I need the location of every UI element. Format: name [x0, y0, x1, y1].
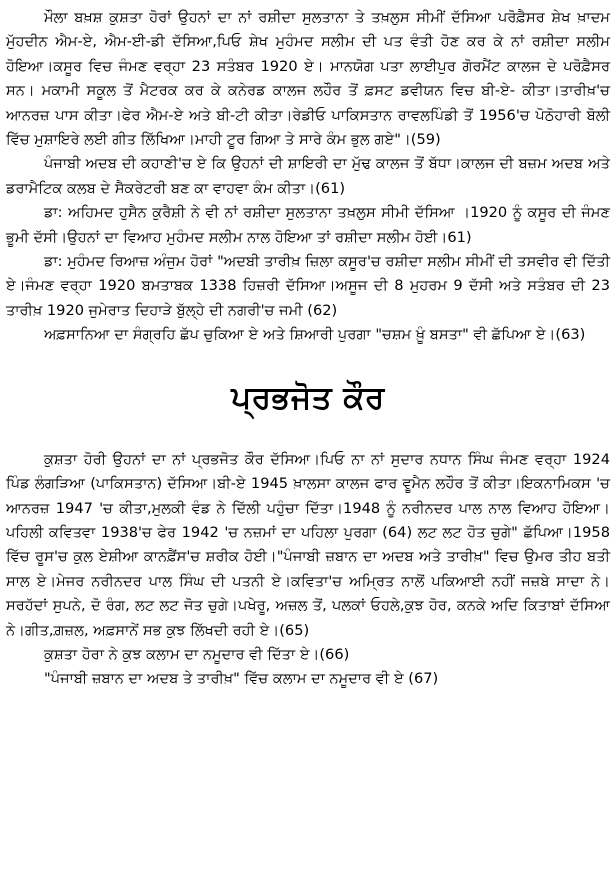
- paragraph: ਕੁਸ਼ਤਾ ਹੋਰੀ ਉਹਨਾਂ ਦਾ ਨਾਂ ਪ੍ਰਭਜੋਤ ਕੌਰ ਦੱਸਿਆ।ਪਿਓ ਨਾ ਨਾਂ ਸੁਦਾਰ ਨਧਾਨ ਸਿੰਘ ਜੰਮਣ ਵਰ੍ਹਾ 1924 ਪਿੰਡ ਲੰਗੜਿਆ (ਪਾਕਿਸਤਾਨ) ਦੱਸਿਆ।ਬੀ-ਏ 1945 ਖ਼ਾਲਸਾ ਕਾਲਜ ਫਾਰ ਵੂਮੈਨ ਲਹੌਰ ਤੋਂ ਕੀਤਾ।ਇਕਨਾਮਿਕਸ 'ਚ ਆਨਰਜ਼ 1947 'ਚ ਕੀਤਾ,ਮੁਲਕੀ ਵੰਡ ਨੇ ਦਿੱਲੀ ਪਹੁੰਚਾ ਦਿੱਤਾ।1948 ਨੂੰ ਨਰੀਨਦਰ ਪਾਲ ਨਾਲ ਵਿਆਹ ਹੋਇਆ।ਪਹਿਲੀ ਕਵਿਤਵਾ 1938'ਚ ਫੇਰ 1942 'ਚ ਨਜ਼ਮਾਂ ਦਾ ਪਹਿਲਾ ਪੁਰਗਾ (64) ਲਟ ਲਟ ਹੋਤ ਚੁਗੇ" ਛੱਪਿਆ।1958 ਵਿੱਚ ਰੂਸ'ਚ ਕੁਲ ਏਸ਼ੀਆ ਕਾਨਫ਼ੈਂਸ'ਚ ਸ਼ਰੀਕ ਹੋਈ।"ਪੰਜਾਬੀ ਜ਼ਬਾਨ ਦਾ ਅਦਬ ਅਤੇ ਤਾਰੀਖ਼" ਵਿਚ ਉਮਰ ਤੀਹ ਬਤੀ ਸਾਲ ਏ।ਮੇਜਰ ਨਰੀਨਦਰ ਪਾਲ ਸਿੰਘ ਦੀ ਪਤਨੀ ਏ।ਕਵਿਤਾ'ਚ ਅਮ੍ਰਿਤ ਨਾਲੋਂ ਪਕਿਆਈ ਨਹੀਂ ਜਜ਼ਬੇ ਸਾਦਾ ਨੇ।ਸਰਹੱਦਾਂ ਸੁਪਨੇ, ਦੋ ਰੰਗ, ਲਟ ਲਟ ਜੋਤ ਚੁਗੇ।ਪਖੇਰੂ, ਅਜ਼ਲ ਤੋਂ, ਪਲਕਾਂ ਓਹਲੇ,ਕੁਝ ਹੋਰ, ਕਨਕੇ ਅਦਿ ਕਿਤਾਬਾਂ ਦੱਸਿਆ ਨੇ।ਗੀਤ,ਗ਼ਜ਼ਲ, ਅਫ਼ਸਾਨੇਂ ਸਭ ਕੁਝ ਲਿੱਖਦੀ ਰਹੀ ਏ।(65): [6, 450, 610, 639]
- paragraph: ਡਾ: ਮੁਹੰਮਦ ਰਿਆਜ਼ ਅੰਜੁਮ ਹੋਰਾਂ "ਅਦਬੀ ਤਾਰੀਖ਼ ਜ਼ਿਲਾ ਕਸੂਰ'ਚ ਰਸ਼ੀਦਾ ਸਲੀਮ ਸੀਮੀਂ ਦੀ ਤਸਵੀਰ ਵੀ ਦਿੱਤੀ ਏ।ਜੰਮਣ ਵਰ੍ਹਾ 1920 ਬਮਤਾਬਕ 1338 ਹਿਜ਼ਰੀ ਦੱਸਿਆ।ਅਸੂਜ ਦੀ 8 ਮੁਹਰਮ 9 ਦੱਸੀ ਅਤੇ ਸਤੰਬਰ ਦੀ 23 ਤਾਰੀਖ਼ 1920 ਜੁਮੇਰਾਤ ਦਿਹਾੜੇ ਬੁੱਲ੍ਹੇ ਦੀ ਨਗਰੀ'ਚ ਜਮੀ (62): [6, 253, 610, 319]
- paragraph: ਡਾ: ਅਹਿਮਦ ਹੁਸੈਨ ਕੁਰੈਸ਼ੀ ਨੇ ਵੀ ਨਾਂ ਰਸ਼ੀਦਾ ਸੁਲਤਾਨਾ ਤਖ਼ਲੁਸ ਸੀਮੀ ਦੱਸਿਆ ।1920 ਨੂੰ ਕਸੂਰ ਦੀ ਜੰਮਣ ਭੂਮੀ ਦੱਸੀ।ਉਹਨਾਂ ਦਾ ਵਿਆਹ ਮੁਹੰਮਦ ਸਲੀਮ ਨਾਲ ਹੋਇਆ ਤਾਂ ਰਸ਼ੀਦਾ ਸਲੀਮ ਹੋਈ।61): [6, 204, 610, 246]
- section-heading: ਪ੍ਰਭਜੋਤ ਕੌਰ: [231, 379, 385, 416]
- section-prabhjot-kaur: [6, 448, 610, 692]
- paragraph: "ਪੰਜਾਬੀ ਜ਼ਬਾਨ ਦਾ ਅਦਬ ਤੇ ਤਾਰੀਖ਼" ਵਿੱਚ ਕਲਾਮ ਦਾ ਨਮੂਦਾਰ ਵੀ ਏ (67): [44, 670, 439, 688]
- paragraph: ਮੌਲਾ ਬਖ਼ਸ਼ ਕੁਸ਼ਤਾ ਹੋਰਾਂ ਉਹਨਾਂ ਦਾ ਨਾਂ ਰਸ਼ੀਦਾ ਸੁਲਤਾਨਾ ਤੇ ਤਖ਼ਲੁਸ ਸੀਮੀਂ ਦੱਸਿਆ ਪਰੋਫ਼ੈਸਰ ਸ਼ੇਖ ਖ਼ਾਦਮ ਮੁੱਹਦੀਨ ਐਮ-ਏ, ਐਮ-ਈ-ਡੀ ਦੱਸਿਆ,ਪਿਓ ਸ਼ੇਖ ਮੁਹੰਮਦ ਸਲੀਮ ਦੀ ਪਤ ਵੰਤੀ ਹੋਣ ਕਰ ਕੇ ਨਾਂ ਰਸ਼ੀਦਾ ਸਲੀਮ ਹੋਇਆ।ਕਸੂਰ ਵਿਚ ਜੰਮਣ ਵਰ੍ਹਾ 23 ਸਤੰਬਰ 1920 ਏ। ਮਾਨਯੋਗ ਪਤਾ ਲਾਈਪੁਰ ਗੋਰਮੈਂਟ ਕਾਲਜ ਦੇ ਪਰੋਫ਼ੈਸਰ ਸਨ। ਮਕਾਮੀ ਸਕੂਲ ਤੋਂ ਮੈਟਰਕ ਕਰ ਕੇ ਕਨੇਰਡ ਕਾਲਜ ਲਹੌਰ ਤੋਂ ਫ਼ਸਟ ਡਵੀਯਨ ਵਿਚ ਬੀ-ਏ- ਕੀਤਾ।ਤਾਰੀਖ਼'ਚ ਆਨਰਜ਼ ਪਾਸ ਕੀਤਾ।ਫੇਰ ਐਮ-ਏ ਅਤੇ ਬੀ-ਟੀ ਕੀਤਾ।ਰੇਡੀਓ ਪਾਕਿਸਤਾਨ ਰਾਵਲਪਿੰਡੀ ਤੋਂ 1956'ਚ ਪੋਠੋਹਾਰੀ ਬੋਲੀ ਵਿੱਚ ਮੁਸ਼ਾਇਰੇ ਲਈ ਗੀਤ ਲਿੱਖਿਆ।ਮਾਹੀ ਟੂਰ ਗਿਆ ਤੇ ਸਾਰੇ ਕੰਮ ਭੁਲ ਗਏ"।(59): [6, 9, 610, 149]
- paragraph: ਕੁਸ਼ਤਾ ਹੋਰਾ ਨੇ ਕੁਝ ਕਲਾਮ ਦਾ ਨਮੂਦਾਰ ਵੀ ਦਿੱਤਾ ਏ।(66): [44, 645, 350, 663]
- paragraph: ਅਫ਼ਸਾਨਿਆ ਦਾ ਸੰਗ੍ਰਹਿ ਛੱਪ ਚੁਕਿਆ ਏ ਅਤੇ ਸ਼ਿਆਰੀ ਪੁਰਗਾ "ਚਸ਼ਮ ਖ਼ੂੰ ਬਸਤਾ" ਵੀ ਛੱਪਿਆ ਏ।(63): [44, 326, 586, 344]
- paragraph: ਪੰਜਾਬੀ ਅਦਬ ਦੀ ਕਹਾਣੀ'ਚ ਏ ਕਿ ਉਹਨਾਂ ਦੀ ਸ਼ਾਇਰੀ ਦਾ ਮੁੱਢ ਕਾਲਜ ਤੋਂ ਬੱਧਾ।ਕਾਲਜ ਦੀ ਬਜ਼ਮ ਅਦਬ ਅਤੇ ਡਰਾਮੈਟਿਕ ਕਲਬ ਦੇ ਸੈਕਰੇਟਰੀ ਬਣ ਕਾ ਵਾਹਵਾ ਕੰਮ ਕੀਤਾ।(61): [6, 155, 610, 197]
- section-rashida-saleem: [6, 6, 610, 348]
